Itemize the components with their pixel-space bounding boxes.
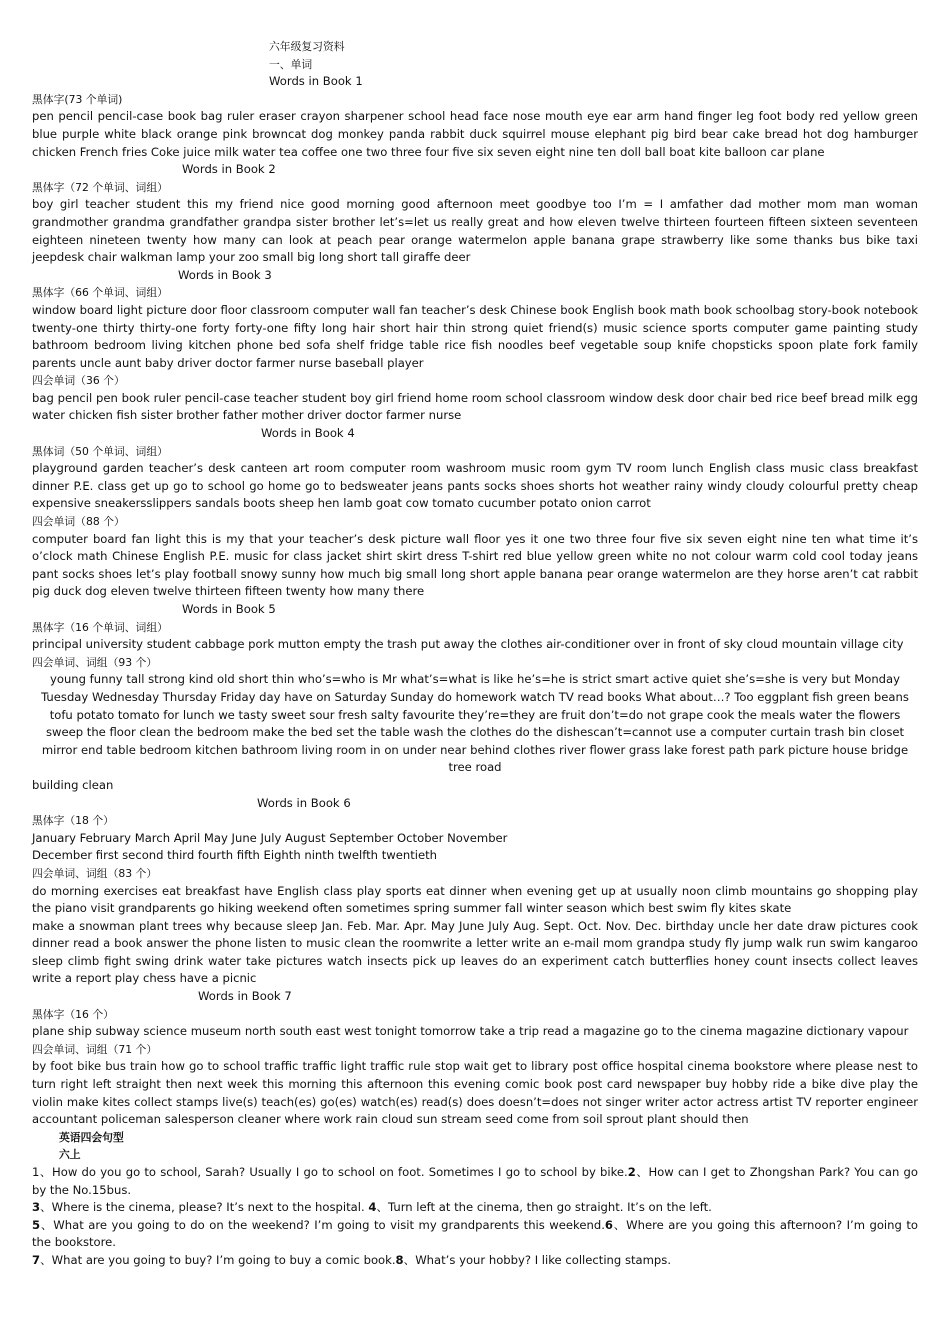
book6-label: 黑体字（18 个） [32,814,114,828]
book3-label2: 四会单词（36 个） [32,374,125,388]
book7-title: Words in Book 7 [198,989,292,1004]
sentences-para-4 [32,1252,918,1270]
book6-title: Words in Book 6 [257,795,351,810]
sentence-1: 1、How do you go to school, Sarah? Usually I go to school on foot. Sometimes I go to school by bike. [32,1165,628,1179]
sentence-8-number: 8 [395,1252,404,1267]
book4-title: Words in Book 4 [261,426,355,441]
book5-words3: building clean [32,777,114,792]
sentences-para-3 [32,1217,918,1252]
sentences-subheading: 六上 [59,1148,81,1162]
sentence-5-number: 5 [32,1217,41,1232]
sentence-6-number: 6 [604,1217,613,1232]
book4-words2: computer board fan light this is my that your teacher’s desk picture wall floor yes it one two three four five six seven eight nine ten what time it’s o’clock math Chinese English P.E. music for class jacket shirt skirt dress T-shirt red blue yellow green white no not colour warm cold cool today jeans pant socks shoes let’s play football snowy sunny how much big small long short apple banana pear orange watermelon are they horse aren’t cat rabbit pig duck dog eleven twelve thirteen fifteen twenty how many there [32,531,918,599]
sentence-3: 、Where is the cinema, please? It’s next to the hospital. [40,1200,369,1215]
book4-label: 黑体词（50 个单词、词组） [32,444,168,458]
book3-words: window board light picture door floor classroom computer wall fan teacher’s desk Chinese book English book math book schoolbag story-book notebook twenty-one thirty thirty-one forty forty-one fifty long hair short hair thin strong quiet friend(s) music science sports computer game painting study bathroom bedroom living kitchen phone bed sofa shelf fridge table rice fish noodles beef vegetable soup knife chopsticks spoon plate fork family parents uncle aunt baby driver doctor farmer nurse baseball player [32,302,918,370]
sentence-2-number: 2 [627,1165,636,1179]
sentence-2: 、How can I get to Zhongshan Park? You can go by the No.15bus. [32,1165,918,1197]
book1-words: pen pencil pencil-case book bag ruler eraser crayon sharpener school head face nose mouth eye ear arm hand finger leg foot body red yellow green blue purple white black orange pink browncat dog monkey panda rabbit duck squirrel mouse elephant pig bird bear cake bread hot dog hamburger chicken French fries Coke juice milk water tea coffee one two three four five six seven eight nine ten doll ball boat kite balloon car plane [32,109,918,159]
book4-label2: 四会单词（88 个） [32,515,125,529]
book1-title: Words in Book 1 [269,74,363,89]
sentence-4-number: 4 [368,1200,377,1215]
book5-title: Words in Book 5 [182,602,276,616]
section-heading: 一、单词 [269,57,313,71]
sentence-4: 、Turn left at the cinema, then go straight. It’s on the left. [376,1200,712,1215]
book3-title: Words in Book 3 [178,267,272,282]
book6-words2b: make a snowman plant trees why because sleep Jan. Feb. Mar. Apr. May June July Aug. Sept. Oct. Nov. Dec. birthday uncle her date draw pictures cook dinner read a book answer the phone listen to music clean the roomwrite a letter write an e-mail mom grandpa study fly jump walk run swim kangaroo sleep climb fight swing drink water take pictures watch insects pick up leaves do an experiment catch butterflies honey count insects collect leaves write a report play chess have a picnic [32,918,918,986]
book7-label2: 四会单词、词组（71 个） [32,1042,158,1056]
sentences-para-2 [32,1199,918,1217]
book7-words2: by foot bike bus train how go to school traffic traffic light traffic rule stop wait get to library post office hospital cinema bookstore where please nest to turn right left straight then next week this morning this afternoon this evening comic book post card newspaper buy hobby ride a bike dive play the violin make kites collect stamps live(s) teach(es) go(es) watch(es) read(s) does doesn’t=does not singer writer actor actress artist TV reporter engineer accountant policeman salesperson cleaner where work rain cloud sun stream seed come from soil sprout plant should then [32,1059,918,1127]
book1-label: 黑体字(73 个单词) [32,92,123,106]
book3-label: 黑体字（66 个单词、词组） [32,286,168,300]
book5-words2: young funny tall strong kind old short thin who’s=who is Mr what’s=what is like he’s=he is strict smart active quiet she’s=she is very but Monday Tuesday Wednesday Thursday Friday day have on Saturday Sunday do homework watch TV read books What about…? Too eggplant fish green beans tofu potato tomato for lunch we tasty sweet sour fresh salty favourite they’re=they are fruit don’t=do not grape cook the meals water the flowers sweep the floor clean the bedroom make the bed set the table wash the clothes do the dishescan’t=cannot use a computer curtain trash bin closet mirror end table bedroom kitchen bathroom living room in on under near behind clothes river flower grass lake forest path park picture house bridge tree road [41,672,909,775]
book2-title: Words in Book 2 [182,162,276,177]
sentence-7: 、What are you going to buy? I’m going to buy a comic book. [40,1252,396,1267]
book6-line2: December first second third fourth fifth Eighth ninth twelfth twentieth [32,848,437,863]
sentence-3-number: 3 [32,1200,41,1215]
sentence-7-number: 7 [32,1252,41,1267]
book2-words: boy girl teacher student this my friend nice good morning good afternoon meet goodbye too I’m = I amfather dad mother mom man woman grandmother grandma grandfather grandpa sister brother let’s=let us really great and how eleven twelve thirteen fourteen fifteen sixteen seventeen eighteen nineteen twenty how many can look at peach pear orange watermelon apple banana grape strawberry like some thanks bus bike taxi jeepdesk chair walkman lamp your zoo small big long short tall giraffe deer [32,197,918,265]
book6-line1: January February March April May June July August September October November [32,830,508,845]
book7-words: plane ship subway science museum north south east west tonight tomorrow take a trip read a magazine go to the cinema magazine dictionary vapour [32,1024,909,1039]
doc-title: 六年级复习资料 [269,40,345,53]
sentences-para-1 [32,1164,918,1199]
book2-label: 黑体字（72 个单词、词组） [32,180,168,194]
book6-label2: 四会单词、词组（83 个） [32,866,158,880]
book4-words: playground garden teacher’s desk canteen art room computer room washroom music room gym TV room lunch English class music class breakfast dinner P.E. class get up go to school go home go to bedsweater jeans pants socks shoes shorts hot weather rainy windy cloudy colourful pretty cheap expensive sneakersslippers sandals boots sheep hen lamb goat cow tomato cucumber potato onion carrot [32,461,918,511]
sentence-8: 、What’s your hobby? I like collecting stamps. [403,1252,672,1267]
book7-label: 黑体字（16 个） [32,1007,114,1021]
sentence-6: 、Where are you going this afternoon? I’m going to the bookstore. [32,1217,918,1250]
book3-words2: bag pencil pen book ruler pencil-case teacher student boy girl friend home room school classroom window desk door chair bed rice beef bread milk egg water chicken fish sister brother father mother driver doctor farmer nurse [32,390,918,423]
sentence-5: 、What are you going to do on the weekend? I’m going to visit my grandparents this weekend. [40,1217,605,1232]
book5-label2: 四会单词、词组（93 个） [32,655,158,669]
book5-label: 黑体字（16 个单词、词组） [32,620,168,634]
document-page [32,38,918,1270]
book5-words: principal university student cabbage pork mutton empty the trash put away the clothes air-conditioner over in front of sky cloud mountain village city [32,637,904,652]
book6-words2a: do morning exercises eat breakfast have English class play sports eat dinner when evening get up at usually noon climb mountains go shopping play the piano visit grandparents go hiking weekend often sometimes spring summer fall winter season which best swim fly kites skate [32,883,918,916]
sentences-heading: 英语四会句型 [59,1130,124,1144]
